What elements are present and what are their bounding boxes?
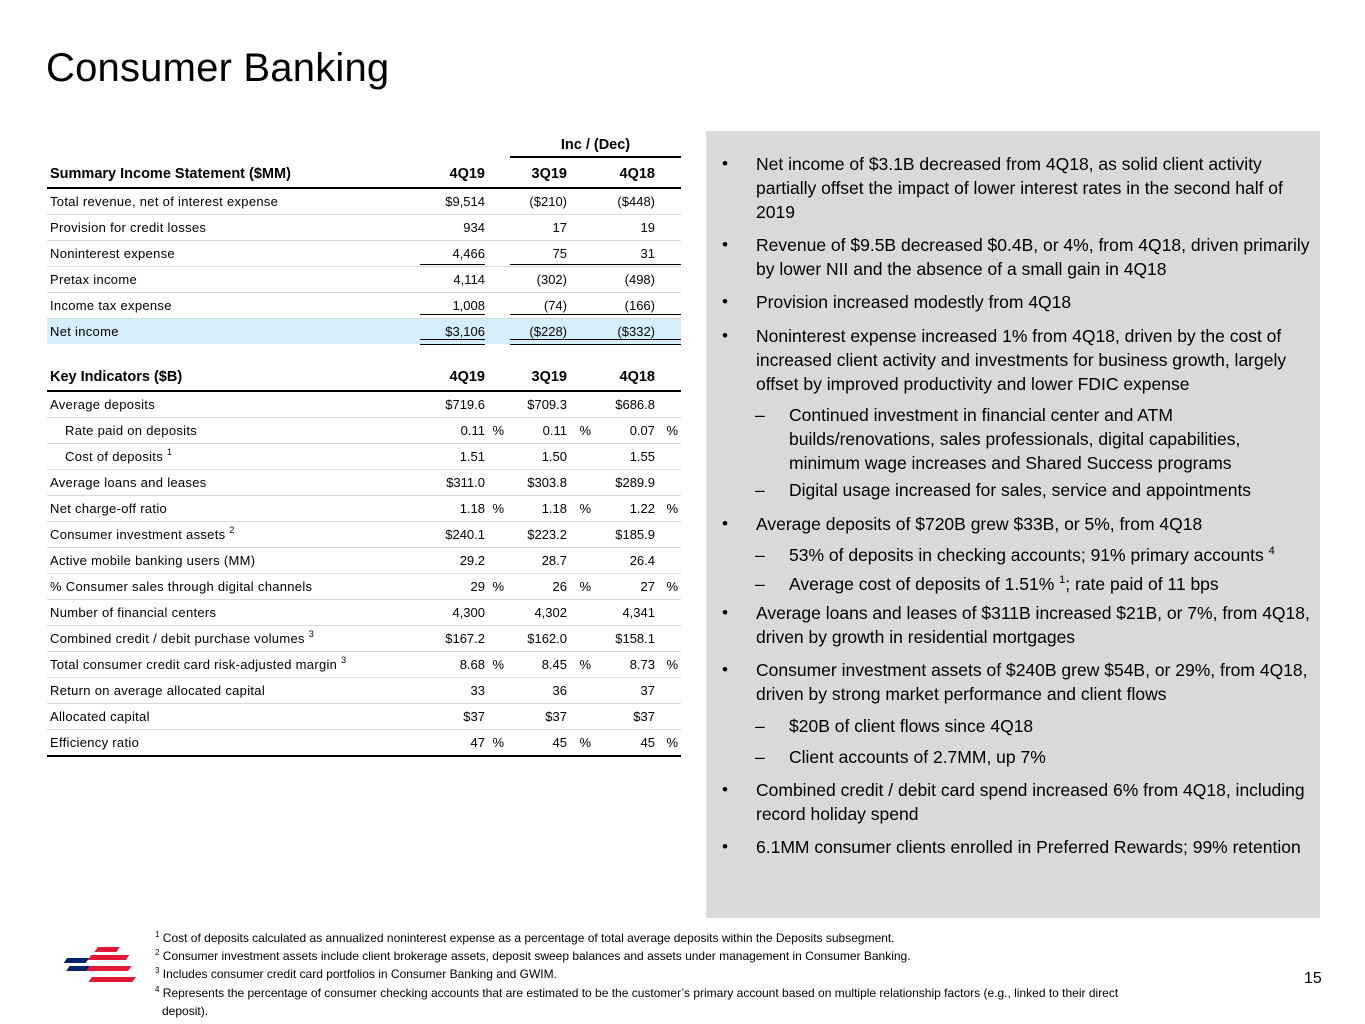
dash-icon: – bbox=[755, 716, 765, 736]
highlight-text: $20B of client flows since 4Q18 bbox=[789, 716, 1034, 736]
cell-value: 1.22 bbox=[629, 501, 655, 516]
cell-value: $37 bbox=[545, 709, 567, 724]
percent-sign: % bbox=[579, 579, 591, 594]
row-label: Pretax income bbox=[50, 272, 137, 287]
cell-value: (302) bbox=[536, 272, 567, 287]
footnote-number: 1 bbox=[155, 930, 160, 939]
cell-value: 1.18 bbox=[541, 501, 567, 516]
table-row bbox=[47, 215, 681, 241]
footnote-ref: 1 bbox=[166, 447, 173, 457]
row-label bbox=[50, 600, 216, 625]
footnote-ref: 4 bbox=[1268, 545, 1275, 557]
highlight-text-cont: ; rate paid of 11 bps bbox=[1065, 574, 1219, 594]
col-4q19: 4Q19 bbox=[449, 369, 485, 385]
row-label bbox=[50, 678, 265, 703]
cell-value: $9,514 bbox=[445, 194, 485, 209]
row-label bbox=[50, 574, 312, 599]
col-4q19: 4Q19 bbox=[449, 166, 485, 182]
highlight-text: Provision increased modestly from 4Q18 bbox=[756, 292, 1072, 312]
cell-value: 4,302 bbox=[534, 605, 567, 620]
row-label: Income tax expense bbox=[50, 298, 172, 313]
percent-sign: % bbox=[666, 579, 678, 594]
cell-value: 8.73 bbox=[629, 657, 655, 672]
cell-value: 29 bbox=[470, 579, 485, 594]
cell-value: 45 bbox=[552, 735, 567, 750]
highlight-subbullet bbox=[789, 572, 1314, 596]
cell-value: $223.2 bbox=[527, 527, 567, 542]
col-3q19: 3Q19 bbox=[531, 166, 567, 182]
footnote bbox=[155, 929, 895, 947]
cell-value: 19 bbox=[640, 220, 655, 235]
highlight-bullet bbox=[756, 233, 1311, 281]
highlight-bullet bbox=[756, 152, 1311, 224]
cell-value: 1.55 bbox=[629, 449, 655, 464]
cell-value: 0.11 bbox=[460, 423, 485, 438]
cell-value: 26 bbox=[552, 579, 567, 594]
percent-sign: % bbox=[492, 501, 504, 516]
cell-value: 4,114 bbox=[453, 272, 485, 287]
percent-sign: % bbox=[666, 423, 678, 438]
bullet-icon: • bbox=[722, 837, 728, 856]
highlight-bullet bbox=[756, 290, 1311, 314]
percent-sign: % bbox=[492, 735, 504, 750]
footnote-text: Cost of deposits calculated as annualized noninterest expense as a percentage of total average deposits within the Deposits subsegment. bbox=[162, 931, 895, 945]
cell-value: 33 bbox=[470, 683, 485, 698]
highlight-text: Client accounts of 2.7MM, up 7% bbox=[789, 747, 1046, 767]
footnote bbox=[155, 947, 911, 965]
dash-icon: – bbox=[755, 747, 765, 767]
row-label: Provision for credit losses bbox=[50, 220, 207, 235]
bullet-icon: • bbox=[722, 514, 728, 533]
cell-value: 8.45 bbox=[541, 657, 567, 672]
cell-value: $289.9 bbox=[615, 475, 655, 490]
highlight-text: Continued investment in financial center and ATM builds/renovations, sales professionals, digital capabilities, minimum wage increases and Shared Success programs bbox=[789, 405, 1241, 473]
table-title: Key Indicators ($B) bbox=[50, 369, 183, 385]
footnote-number: 3 bbox=[155, 966, 160, 975]
footnote-ref: 2 bbox=[229, 525, 235, 535]
table-row bbox=[47, 392, 681, 418]
cell-value: $162.0 bbox=[527, 631, 567, 646]
cell-value: 4,300 bbox=[452, 605, 485, 620]
cell-value: $686.8 bbox=[615, 397, 655, 412]
cell-value: $37 bbox=[463, 709, 485, 724]
highlight-subbullet bbox=[789, 714, 1314, 738]
cell-value: 1.18 bbox=[459, 501, 485, 516]
row-label-text: Number of financial centers bbox=[50, 605, 217, 620]
highlight-text: 6.1MM consumer clients enrolled in Preferred Rewards; 99% retention bbox=[756, 837, 1301, 857]
subtotal-line bbox=[510, 314, 681, 315]
footnote-text: Consumer investment assets include client brokerage assets, deposit sweep balances and assets under management in Consumer Banking. bbox=[162, 949, 911, 963]
percent-sign: % bbox=[579, 501, 591, 516]
highlight-subbullet bbox=[789, 745, 1314, 769]
table-title: Summary Income Statement ($MM) bbox=[50, 166, 291, 182]
table-row bbox=[47, 652, 681, 678]
key-indicators-table bbox=[47, 362, 681, 757]
table-row bbox=[47, 267, 681, 293]
page-number: 15 bbox=[1304, 970, 1322, 987]
row-label-text: Total consumer credit card risk-adjusted margin bbox=[50, 657, 338, 672]
percent-sign: % bbox=[579, 423, 591, 438]
footnote bbox=[162, 1002, 208, 1020]
highlight-text: Average loans and leases of $311B increased $21B, or 7%, from 4Q18, driven by growth in residential mortgages bbox=[756, 603, 1310, 647]
row-label-text: Average deposits bbox=[50, 397, 156, 412]
row-label bbox=[50, 626, 314, 651]
cell-value: 27 bbox=[640, 579, 655, 594]
cell-value: ($332) bbox=[617, 324, 655, 339]
table-row bbox=[47, 418, 681, 444]
table-row bbox=[47, 678, 681, 704]
income-statement-header bbox=[47, 159, 681, 189]
row-label-text: Allocated capital bbox=[50, 709, 150, 724]
bullet-icon: • bbox=[722, 326, 728, 345]
percent-sign: % bbox=[492, 579, 504, 594]
cell-value: (166) bbox=[624, 298, 655, 313]
bank-logo-icon bbox=[47, 944, 137, 996]
row-label bbox=[50, 470, 207, 495]
row-label bbox=[50, 496, 167, 521]
cell-value: (498) bbox=[624, 272, 655, 287]
table-row bbox=[47, 293, 681, 319]
row-label-text: Average loans and leases bbox=[50, 475, 207, 490]
dash-icon: – bbox=[755, 545, 765, 565]
table-row bbox=[47, 704, 681, 730]
row-label-text: Cost of deposits bbox=[65, 449, 164, 464]
row-label bbox=[65, 418, 197, 443]
subtotal-line bbox=[420, 314, 485, 315]
cell-value: 26.4 bbox=[629, 553, 655, 568]
cell-value: 4,341 bbox=[622, 605, 655, 620]
bullet-icon: • bbox=[722, 235, 728, 254]
row-label bbox=[50, 704, 150, 729]
cell-value: 4,466 bbox=[452, 246, 485, 261]
dash-icon: – bbox=[755, 574, 765, 594]
highlight-bullet bbox=[756, 512, 1311, 536]
dash-icon: – bbox=[755, 405, 765, 425]
table-row bbox=[47, 522, 681, 548]
income-statement-table bbox=[47, 159, 681, 344]
row-label bbox=[50, 548, 255, 573]
cell-value: 17 bbox=[552, 220, 567, 235]
cell-value: 1.50 bbox=[541, 449, 567, 464]
cell-value: $158.1 bbox=[615, 631, 655, 646]
highlight-bullet bbox=[756, 601, 1311, 649]
cell-value: $185.9 bbox=[615, 527, 655, 542]
table-row bbox=[47, 548, 681, 574]
table-row bbox=[47, 626, 681, 652]
highlight-text: Noninterest expense increased 1% from 4Q18, driven by the cost of increased client activity and investments for business growth, largely offset by improved productivity and lower FDIC expense bbox=[756, 326, 1287, 394]
key-indicators-header bbox=[47, 362, 681, 392]
percent-sign: % bbox=[579, 657, 591, 672]
highlight-bullet bbox=[756, 324, 1311, 396]
row-label-text: Active mobile banking users (MM) bbox=[50, 553, 256, 568]
row-label bbox=[50, 652, 346, 677]
table-row bbox=[47, 444, 681, 470]
highlight-text: 53% of deposits in checking accounts; 91% primary accounts bbox=[789, 545, 1264, 565]
bullet-icon: • bbox=[722, 154, 728, 173]
table-row bbox=[47, 189, 681, 215]
cell-value: 37 bbox=[640, 683, 655, 698]
bullet-icon: • bbox=[722, 780, 728, 799]
highlight-subbullet bbox=[789, 403, 1314, 475]
cell-value: ($448) bbox=[617, 194, 655, 209]
cell-value: 31 bbox=[640, 246, 655, 261]
total-double-line bbox=[420, 339, 485, 345]
col-4q18: 4Q18 bbox=[619, 166, 655, 182]
col-4q18: 4Q18 bbox=[619, 369, 655, 385]
footnote-ref: 3 bbox=[341, 655, 347, 665]
highlight-subbullet bbox=[789, 543, 1314, 567]
highlight-text: Average deposits of $720B grew $33B, or 5%, from 4Q18 bbox=[756, 514, 1203, 534]
highlight-text: Net income of $3.1B decreased from 4Q18, as solid client activity partially offset the impact of lower interest rates in the second half of 2019 bbox=[756, 154, 1283, 222]
row-label bbox=[50, 392, 155, 417]
subtotal-line bbox=[420, 264, 485, 265]
cell-value: 45 bbox=[640, 735, 655, 750]
percent-sign: % bbox=[666, 735, 678, 750]
highlight-text: Consumer investment assets of $240B grew $54B, or 29%, from 4Q18, driven by strong market performance and client flows bbox=[756, 660, 1308, 704]
percent-sign: % bbox=[666, 657, 678, 672]
footnote-number: 2 bbox=[155, 948, 160, 957]
footnote-ref: 1 bbox=[1059, 574, 1066, 586]
footnote-text: Represents the percentage of consumer checking accounts that are estimated to be the customer’s primary account based on multiple relationship factors (e.g., linked to their direct bbox=[162, 986, 1119, 1000]
page-title: Consumer Banking bbox=[46, 46, 390, 90]
footnote-text: deposit). bbox=[162, 1004, 209, 1018]
subtotal-line bbox=[510, 264, 681, 265]
cell-value: $719.6 bbox=[445, 397, 485, 412]
row-label-text: Return on average allocated capital bbox=[50, 683, 266, 698]
row-label-text: Rate paid on deposits bbox=[65, 423, 198, 438]
total-double-line bbox=[510, 339, 681, 345]
cell-value: $303.8 bbox=[527, 475, 567, 490]
bullet-icon: • bbox=[722, 603, 728, 622]
row-label-text: Efficiency ratio bbox=[50, 735, 140, 750]
bullet-icon: • bbox=[722, 292, 728, 311]
dash-icon: – bbox=[755, 480, 765, 500]
row-label-text: Combined credit / debit purchase volumes bbox=[50, 631, 305, 646]
cell-value: 36 bbox=[552, 683, 567, 698]
cell-value: 1,008 bbox=[452, 298, 485, 313]
row-label bbox=[50, 730, 139, 755]
table-row bbox=[47, 496, 681, 522]
row-label: Noninterest expense bbox=[50, 246, 175, 261]
highlight-text: Digital usage increased for sales, service and appointments bbox=[789, 480, 1252, 500]
row-label bbox=[50, 522, 235, 547]
highlights-panel bbox=[706, 131, 1320, 918]
footnote-number: 4 bbox=[155, 985, 160, 994]
row-label: Net income bbox=[50, 324, 119, 339]
highlight-text: Combined credit / debit card spend increased 6% from 4Q18, including record holiday spend bbox=[756, 780, 1305, 824]
table-row bbox=[47, 574, 681, 600]
cell-value: 8.68 bbox=[459, 657, 485, 672]
cell-value: 47 bbox=[470, 735, 485, 750]
cell-value: 1.51 bbox=[459, 449, 485, 464]
cell-value: 0.07 bbox=[629, 423, 655, 438]
cell-value: $709.3 bbox=[527, 397, 567, 412]
percent-sign: % bbox=[492, 657, 504, 672]
row-label: Total revenue, net of interest expense bbox=[50, 194, 279, 209]
table-row bbox=[47, 470, 681, 496]
row-label-text: Net charge-off ratio bbox=[50, 501, 168, 516]
cell-value: 934 bbox=[463, 220, 485, 235]
highlight-bullet bbox=[756, 835, 1311, 859]
cell-value: 0.11 bbox=[542, 423, 567, 438]
highlight-bullet bbox=[756, 778, 1311, 826]
bullet-icon: • bbox=[722, 660, 728, 679]
col-3q19: 3Q19 bbox=[531, 369, 567, 385]
table-row bbox=[47, 600, 681, 626]
table-row bbox=[47, 730, 681, 757]
inc-dec-header: Inc / (Dec) bbox=[510, 134, 681, 158]
cell-value: $37 bbox=[633, 709, 655, 724]
cell-value: $3,106 bbox=[445, 324, 485, 339]
percent-sign: % bbox=[492, 423, 504, 438]
cell-value: 29.2 bbox=[459, 553, 485, 568]
cell-value: (74) bbox=[543, 298, 567, 313]
cell-value: 75 bbox=[552, 246, 567, 261]
footnote bbox=[155, 984, 1118, 1002]
cell-value: ($228) bbox=[529, 324, 567, 339]
cell-value: $240.1 bbox=[445, 527, 485, 542]
footnote-text: Includes consumer credit card portfolios in Consumer Banking and GWIM. bbox=[162, 967, 557, 981]
cell-value: ($210) bbox=[529, 194, 567, 209]
footnote bbox=[155, 965, 557, 983]
highlight-text: Revenue of $9.5B decreased $0.4B, or 4%, from 4Q18, driven primarily by lower NII and the absence of a small gain in 4Q18 bbox=[756, 235, 1310, 279]
row-label-text: % Consumer sales through digital channels bbox=[50, 579, 313, 594]
footnote-ref: 3 bbox=[308, 629, 315, 639]
cell-value: 28.7 bbox=[541, 553, 567, 568]
highlight-bullet bbox=[756, 658, 1311, 706]
cell-value: $167.2 bbox=[445, 631, 485, 646]
highlight-text: Average cost of deposits of 1.51% bbox=[789, 574, 1055, 594]
row-label-text: Consumer investment assets bbox=[50, 527, 226, 542]
percent-sign: % bbox=[579, 735, 591, 750]
highlight-subbullet bbox=[789, 478, 1314, 502]
cell-value: $311.0 bbox=[446, 475, 485, 490]
percent-sign: % bbox=[666, 501, 678, 516]
row-label bbox=[65, 444, 172, 469]
